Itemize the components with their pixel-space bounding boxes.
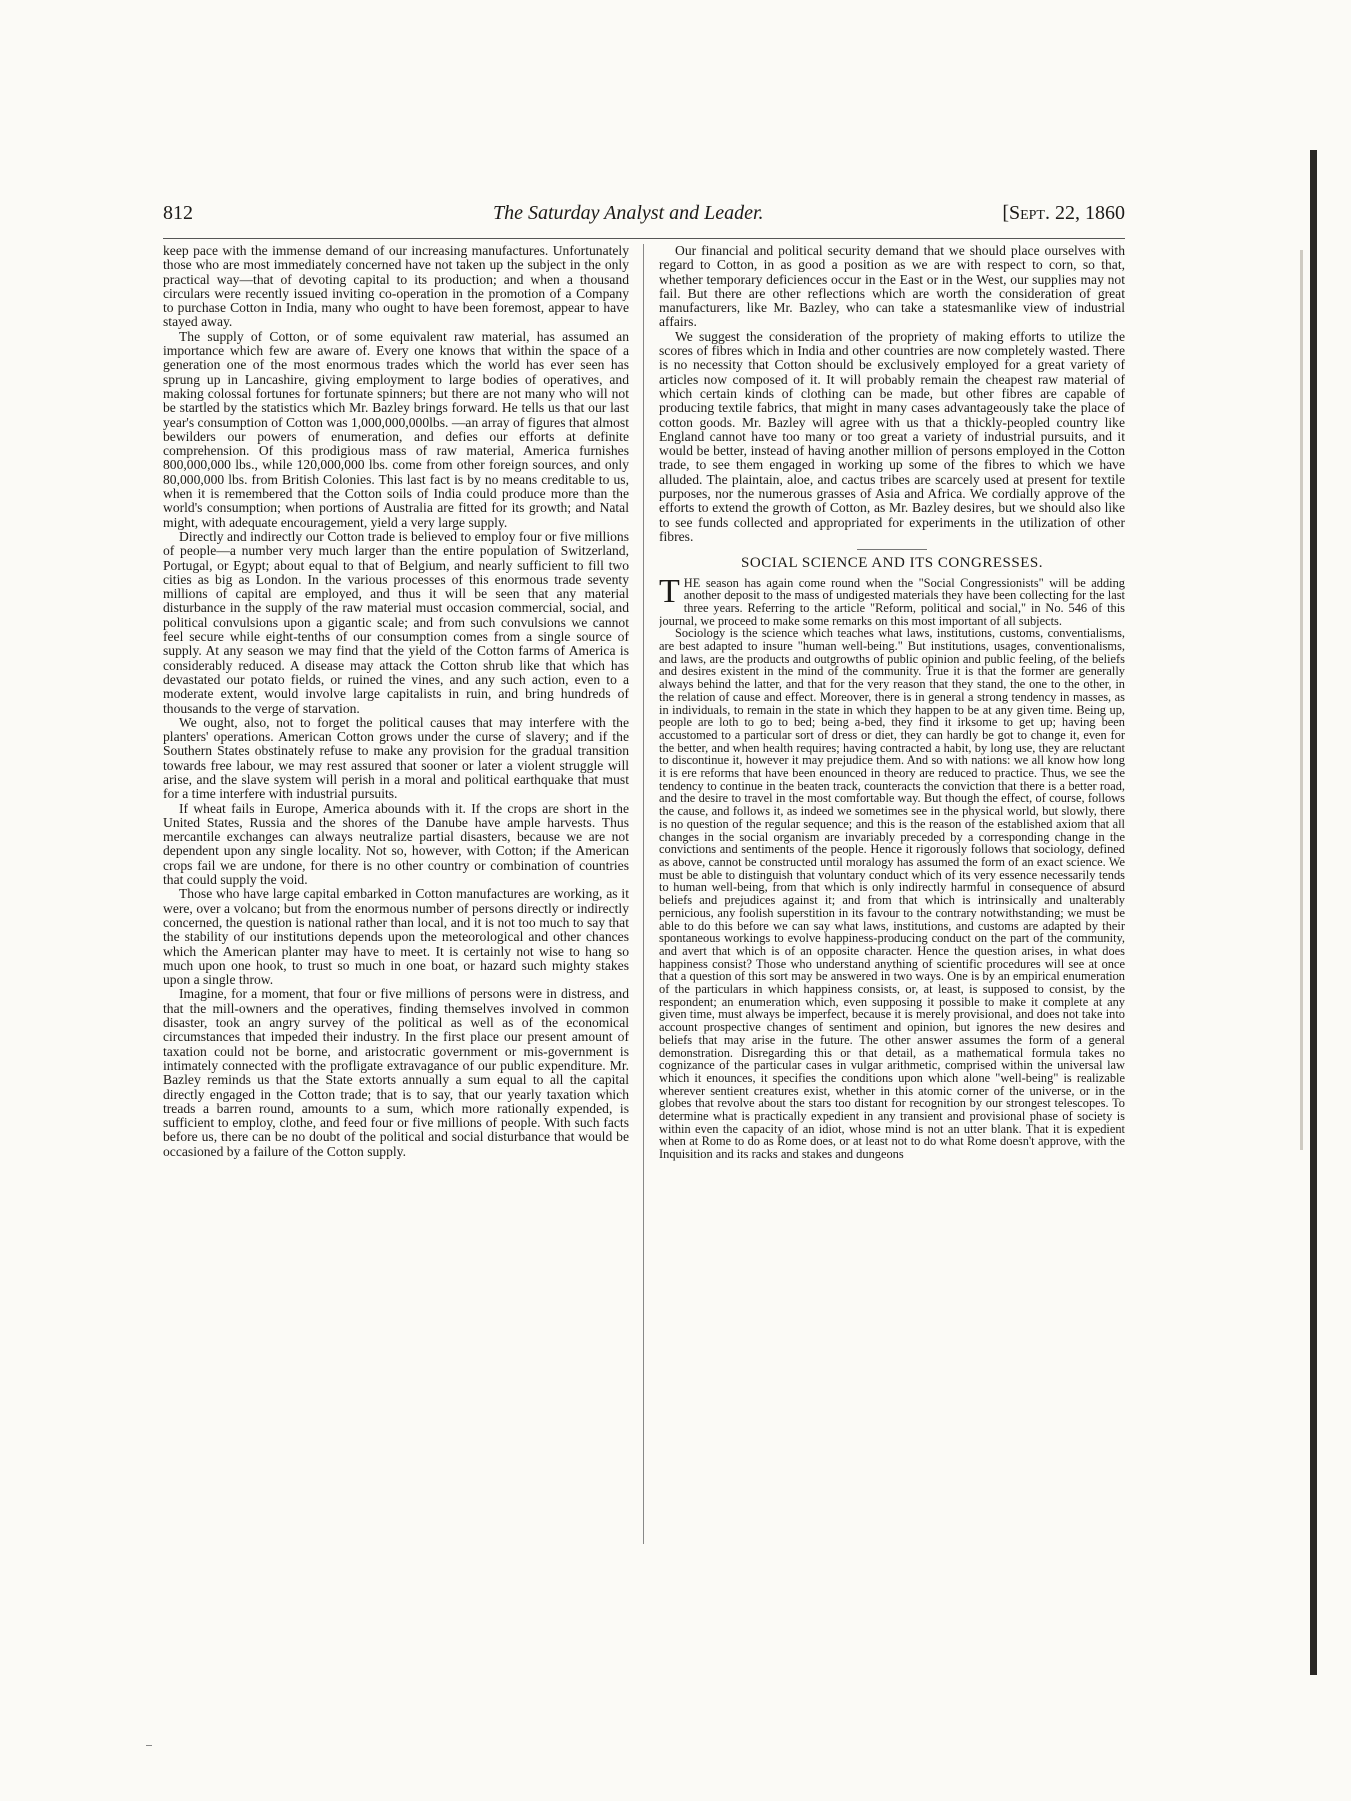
section-heading: SOCIAL SCIENCE AND ITS CONGRESSES. xyxy=(741,555,1043,572)
scan-shadow xyxy=(1300,250,1303,1150)
scan-binding-edge xyxy=(1310,150,1317,1675)
page-header xyxy=(163,196,1125,226)
right-column xyxy=(659,244,1125,1664)
left-paragraph: If wheat fails in Europe, America abounds with it. If the crops are short in the United States, Russia and the shores of the Danube have ample harvests. Thus mercantile exchanges can always neutralize partial disasters, because we are not dependent upon any single locality. Not so, however, with Cotton; if the American crops fail we are undone, for there is no other country or combination of countries that could supply the void. xyxy=(163,800,629,888)
article-body xyxy=(659,572,1125,1162)
left-column xyxy=(163,244,629,1664)
drop-cap: T xyxy=(659,572,680,610)
left-paragraph: We ought, also, not to forget the political causes that may interfere with the planters' operations. American Cotton grows under the curse of slavery; and if the Southern States obstinately refuse to make any provision for the gradual transition towards free labour, we may rest assured that sooner or later a violent struggle will arise, and the slave system will perish in a moral and political earthquake that must for a time interfere with industrial pursuits. xyxy=(163,714,629,802)
left-paragraph: Those who have large capital embarked in Cotton manufactures are working, as it were, over a volcano; but from the enormous number of persons directly or indirectly concerned, the question is national rather than local, and it is not too much to say that the stability of our institutions depends upon the meteorological and other chances which the American planter may have to meet. It is certainly not wise to hang so much upon one hook, to trust so much in one boat, or hazard such mighty stakes upon a single throw. xyxy=(163,886,629,988)
left-paragraph: The supply of Cotton, or of some equivalent raw material, has assumed an importance which few are aware of. Every one knows that within the space of a generation one of the most enormous trades which the world has ever seen has sprung up in Lancashire, giving employment to large bodies of operatives, and making colossal fortunes for fortunate spinners; but there are not many who will not be startled by the statistics which Mr. Bazley brings forward. He tells us that our last year's consumption of Cotton was 1,000,000,000lbs. —an array of figures that almost bewilders our powers of enumeration, and defies our efforts at definite comprehension. Of this prodigious mass of raw material, America furnishes 800,000,000 lbs., while 120,000,000 lbs. come from other foreign sources, and only 80,000,000 lbs. from British Colonies. This last fact is by no means creditable to us, when it is remembered that the Cotton soils of India could produce more than the world's consumption; when portions of Australia are fitted for its growth; and Natal might, with adequate encouragement, yield a very large supply. xyxy=(163,328,629,530)
scan-mark xyxy=(146,1745,152,1746)
left-paragraph: Imagine, for a moment, that four or five millions of persons were in distress, and that the mill-owners and the operatives, finding themselves involved in common disaster, took an angry survey of the political as well as of the economical circumstances that impeded their industry. In the first place our present amount of taxation could not be borne, and aristocratic government or mis-government is intimately connected with the profligate extravagance of our public expenditure. Mr. Bazley reminds us that the State extorts annually a sum equal to all the capital directly engaged in the Cotton trade; that is to say, that our yearly taxation which treads a barren round, amounts to a sum, which more rationally expended, is sufficient to employ, clothe, and feed four or five millions of people. With such facts before us, there can be no doubt of the political and social disturbance that would be occasioned by a failure of the Cotton supply. xyxy=(163,986,629,1159)
column-divider xyxy=(643,244,644,1544)
article-paragraph xyxy=(659,572,1125,628)
issue-date: [Sept. 22, 1860 xyxy=(1002,202,1125,224)
journal-title: The Saturday Analyst and Leader. xyxy=(493,202,764,224)
left-paragraph: keep pace with the immense demand of our increasing manufactures. Unfortunately those who are most immediately concerned have not taken up the subject in the only practical way—that of devoting capital to its production; and when a thousand circulars were recently issued inviting co-operation in the promotion of a Company to purchase Cotton in India, many who ought to have been foremost, appear to have stayed away. xyxy=(163,244,629,330)
right-paragraph: We suggest the consideration of the propriety of making efforts to utilize the scores of fibres which in India and other countries are now completely wasted. There is no necessity that Cotton should be exclusively employed for a great variety of articles now composed of it. It will probably remain the cheapest raw material of which certain kinds of clothing can be made, but other fibres are capable of producing textile fabrics, that might in many cases advantageously take the place of cotton goods. Mr. Bazley will agree with us that a thickly-peopled country like England cannot have too many or too great a variety of industrial pursuits, and it would be better, instead of having another million of persons employed in the Cotton trade, to see them engaged in working up some of the fibres to which we have alluded. The plaintain, aloe, and cactus tribes are scarcely used at present for textile purposes, nor the numerous grasses of Asia and Africa. We cordially approve of the efforts to extend the growth of Cotton, as Mr. Bazley desires, but we should also like to see funds collected and appropriated for experiments in the utilization of other fibres. xyxy=(659,328,1125,544)
header-rule xyxy=(163,238,1125,239)
section-rule xyxy=(857,549,927,550)
article-paragraph: Sociology is the science which teaches what laws, institutions, customs, conventialisms, are best adapted to insure "human well-being." But institutions, usages, conventionalisms, and laws, are the products and outgrowths of public opinion and public feeling, of the beliefs and desires existent in the mind of the community. True it is that the former are generally always behind the latter, and that for the very reason that they stand, the one to the other, in the relation of cause and effect. Moreover, there is in general a strong tendency in masses, as in individuals, to remain in the state in which they happen to be at any given time. Being up, people are loth to go to bed; being a-bed, they find it irksome to get up; having been accustomed to a particular sort of dress or diet, they can hardly be got to change it, even for the better, and when health requires; having contracted a habit, by long use, they are reluctant to discontinue it, however it may prejudice them. And so with nations: we all know how long it is ere reforms that have been enounced in theory are reduced to practice. Thus, we see the tendency to continue in the beaten track, counteracts the conviction that there is a better road, and the desire to travel in the most comfortable way. But though the effect, of course, follows the cause, and follows it, as indeed we sometimes see in the physical world, but slowly, there is no question of the regular sequence; and this is the reason of the established axiom that all changes in the social organism are invariably preceded by a corresponding change in the convictions and sentiments of the people. Hence it rigorously follows that sociology, defined as above, cannot be constructed until moralogy has assumed the form of an exact science. We must be able to distinguish that voluntary conduct which of its very essence necessarily tends to human well-being, from that which is only indirectly harmful in consequence of absurd beliefs and prejudices against it; and from that which is intrinsically and unalterably pernicious, any foolish superstition in its favour to the contrary notwithstanding; we must be able to do this before we can say what laws, institutions, and customs are adapted by their spontaneous workings to evolve happiness-producing conduct on the part of the community, and avert that which is of an opposite character. Hence the question arises, in what does happiness consist? Those who understand anything of scientific procedures will see at once that a question of this sort may be answered in two ways. One is by an empirical enumeration of the particulars in which happiness consists, or, at least, is supposed to consist, by the respondent; an enumeration which, even supposing it possible to make it complete at any given time, must always be imperfect, because it is merely provisional, and does not take into account prospective changes of sentiment and opinion, but ignores the new desires and beliefs that may arise in the future. The other answer assumes the form of a general demonstration. Disregarding this or that detail, as a mathematical formula takes no cognizance of the particular cases in vulgar arithmetic, comprised within the universal law which it enounces, it specifies the conditions upon which alone "well-being" is realizable wherever sentient creatures exist, whether in this atomic corner of the universe, or in the globes that revolve about the stars too distant for recognition by our strongest telescopes. To determine what is practically expedient in any transient and provisional phase of society is within even the capacity of an idiot, whose mind is not an utter blank. That it is expedient when at Rome to do as Rome does, or at least not to do what Rome doesn't approve, with the Inquisition and its racks and stakes and dungeons xyxy=(659,626,1125,1162)
right-paragraph: Our financial and political security demand that we should place ourselves with regard to Cotton, in as good a position as we are with respect to corn, so that, whether temporary deficiences occur in the East or in the West, our supplies may not fail. But there are other reflections which are worth the consideration of great manufacturers, like Mr. Bazley, who can take a statesmanlike view of industrial affairs. xyxy=(659,244,1125,330)
page-number: 812 xyxy=(163,202,193,224)
left-paragraph: Directly and indirectly our Cotton trade is believed to employ four or five millions of people—a number very much larger than the entire population of Switzerland, Portugal, or Egypt; about equal to that of Belgium, and nearly sufficient to fill two cities as big as London. In the various processes of this enormous trade seventy millions of capital are employed, and thus it will be seen that any material disturbance in the supply of the raw material must occasion commercial, social, and political convulsions upon a gigantic scale; and from such convulsions we cannot feel secure while eight-tenths of our consumption comes from a single source of supply. At any season we may find that the yield of the Cotton farms of America is considerably reduced. A disease may attack the Cotton shrub like that which has devastated our potato fields, or ruined the vines, and any such action, even to a moderate extent, would involve large capitalists in ruin, and bring hundreds of thousands to the verge of starvation. xyxy=(163,528,629,716)
article-paragraph-text: HE season has again come round when the "Social Congressionists" will be adding another deposit to the mass of undigested materials they have been collecting for the last three years. Referring to the article "Reform, political and social," in No. 546 of this journal, we proceed to make some remarks on this most important of all subjects. xyxy=(659,575,1125,628)
